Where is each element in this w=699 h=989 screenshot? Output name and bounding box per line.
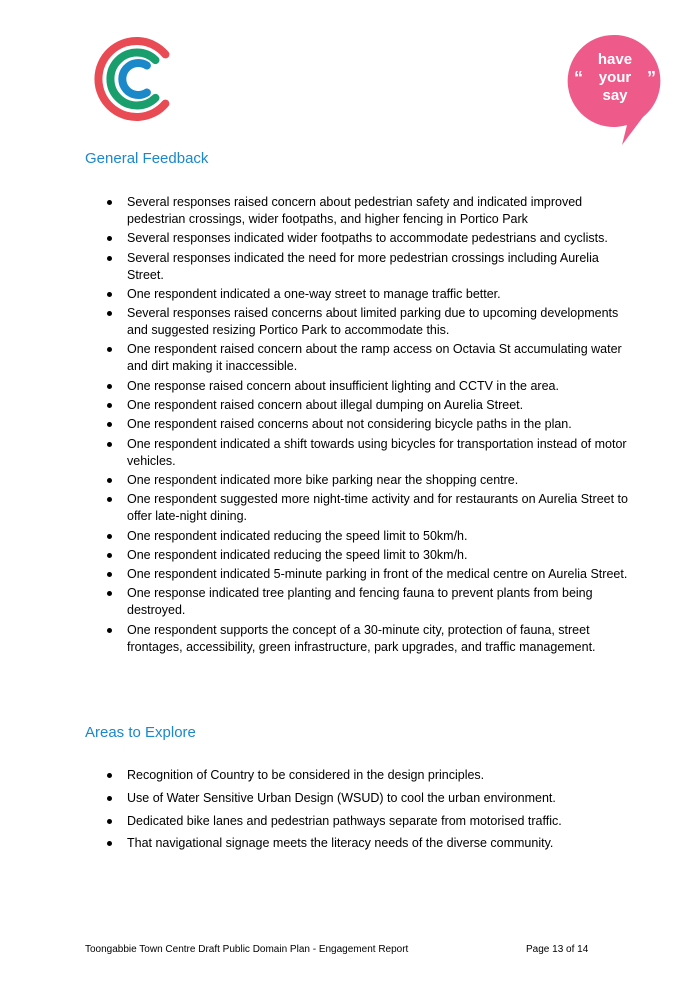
list-item-text: One respondent indicated reducing the speed limit to 30km/h. [127,547,468,562]
list-item-text: One respondent raised concern about the ramp access on Octavia St accumulating water and dirt making it inaccessible. [127,342,622,374]
bullet-icon [107,311,112,316]
list-item [103,813,633,830]
list-item-text: Several responses raised concerns about limited parking due to upcoming developments and suggested resizing Portico Park to accommodate this. [127,306,619,338]
bullet-icon [107,534,112,539]
list-item [103,622,633,656]
list-item [103,397,633,414]
bullet-icon [107,478,112,483]
areas-to-explore-heading: Areas to Explore [85,724,196,741]
bullet-icon [107,384,112,389]
list-item [103,528,633,545]
bullet-icon [107,773,112,778]
list-item [103,566,633,583]
list-item-text: One respondent raised concern about illegal dumping on Aurelia Street. [127,398,524,413]
list-item-text: Several responses indicated the need for more pedestrian crossings including Aurelia Street. [127,250,599,282]
list-item [103,416,633,433]
list-item [103,378,633,395]
list-item-text: One respondent supports the concept of a 30-minute city, protection of fauna, street frontages, accessibility, green infrastructure, park upgrades, and traffic management. [127,622,596,654]
badge-line-3: say [602,87,628,104]
list-item [103,835,633,852]
svg-text:“: “ [574,68,583,88]
list-item [103,790,633,807]
badge-line-2: your [598,69,632,86]
areas-to-explore-list [103,767,633,858]
bullet-icon [107,200,112,205]
page-number: Page 13 of 14 [526,944,589,955]
have-your-say-badge [565,30,665,148]
svg-text:”: ” [647,68,656,88]
list-item [103,472,633,489]
bullet-icon [107,347,112,352]
bullet-icon [107,841,112,846]
bullet-icon [107,591,112,596]
list-item [103,305,633,339]
bullet-icon [107,422,112,427]
list-item [103,491,633,525]
bullet-icon [107,572,112,577]
council-c-logo-icon [90,31,178,127]
list-item-text: Several responses indicated wider footpaths to accommodate pedestrians and cyclists. [127,231,608,246]
bullet-icon [107,403,112,408]
bullet-icon [107,497,112,502]
bullet-icon [107,628,112,633]
list-item [103,547,633,564]
list-item [103,585,633,619]
list-item-text: One respondent raised concerns about not considering bicycle paths in the plan. [127,417,572,432]
bullet-icon [107,796,112,801]
bullet-icon [107,292,112,297]
list-item-text: One respondent indicated a one-way street to manage traffic better. [127,286,501,301]
general-feedback-list [103,194,633,658]
list-item-text: Dedicated bike lanes and pedestrian pathways separate from motorised traffic. [127,813,562,828]
list-item-text: Use of Water Sensitive Urban Design (WSUD) to cool the urban environment. [127,790,556,805]
list-item-text: Recognition of Country to be considered in the design principles. [127,768,485,782]
list-item-text: That navigational signage meets the literacy needs of the diverse community. [127,836,554,851]
bullet-icon [107,819,112,824]
bullet-icon [107,442,112,447]
list-item [103,250,633,284]
list-item-text: One response indicated tree planting and fencing fauna to prevent plants from being destroyed. [127,586,593,618]
list-item [103,230,633,247]
general-feedback-heading: General Feedback [85,150,209,167]
list-item-text: Several responses raised concern about pedestrian safety and indicated improved pedestrian crossings, wider footpaths, and higher fencing in Portico Park [127,195,583,226]
list-item [103,286,633,303]
list-item-text: One respondent suggested more night-time activity and for restaurants on Aurelia Street to offer late-night dining. [127,492,628,524]
list-item [103,767,633,784]
list-item-text: One respondent indicated a shift towards using bicycles for transportation instead of motor vehicles. [127,436,627,468]
bullet-icon [107,236,112,241]
list-item [103,341,633,375]
bullet-icon [107,553,112,558]
bullet-icon [107,256,112,261]
list-item [103,436,633,470]
list-item-text: One respondent indicated more bike parking near the shopping centre. [127,472,519,487]
list-item-text: One response raised concern about insufficient lighting and CCTV in the area. [127,378,559,393]
list-item [103,194,633,228]
badge-line-1: have [597,51,633,68]
list-item-text: One respondent indicated 5-minute parking in front of the medical centre on Aurelia Street. [127,567,628,582]
footer-title: Toongabbie Town Centre Draft Public Domain Plan - Engagement Report [85,944,409,955]
list-item-text: One respondent indicated reducing the speed limit to 50km/h. [127,528,468,543]
